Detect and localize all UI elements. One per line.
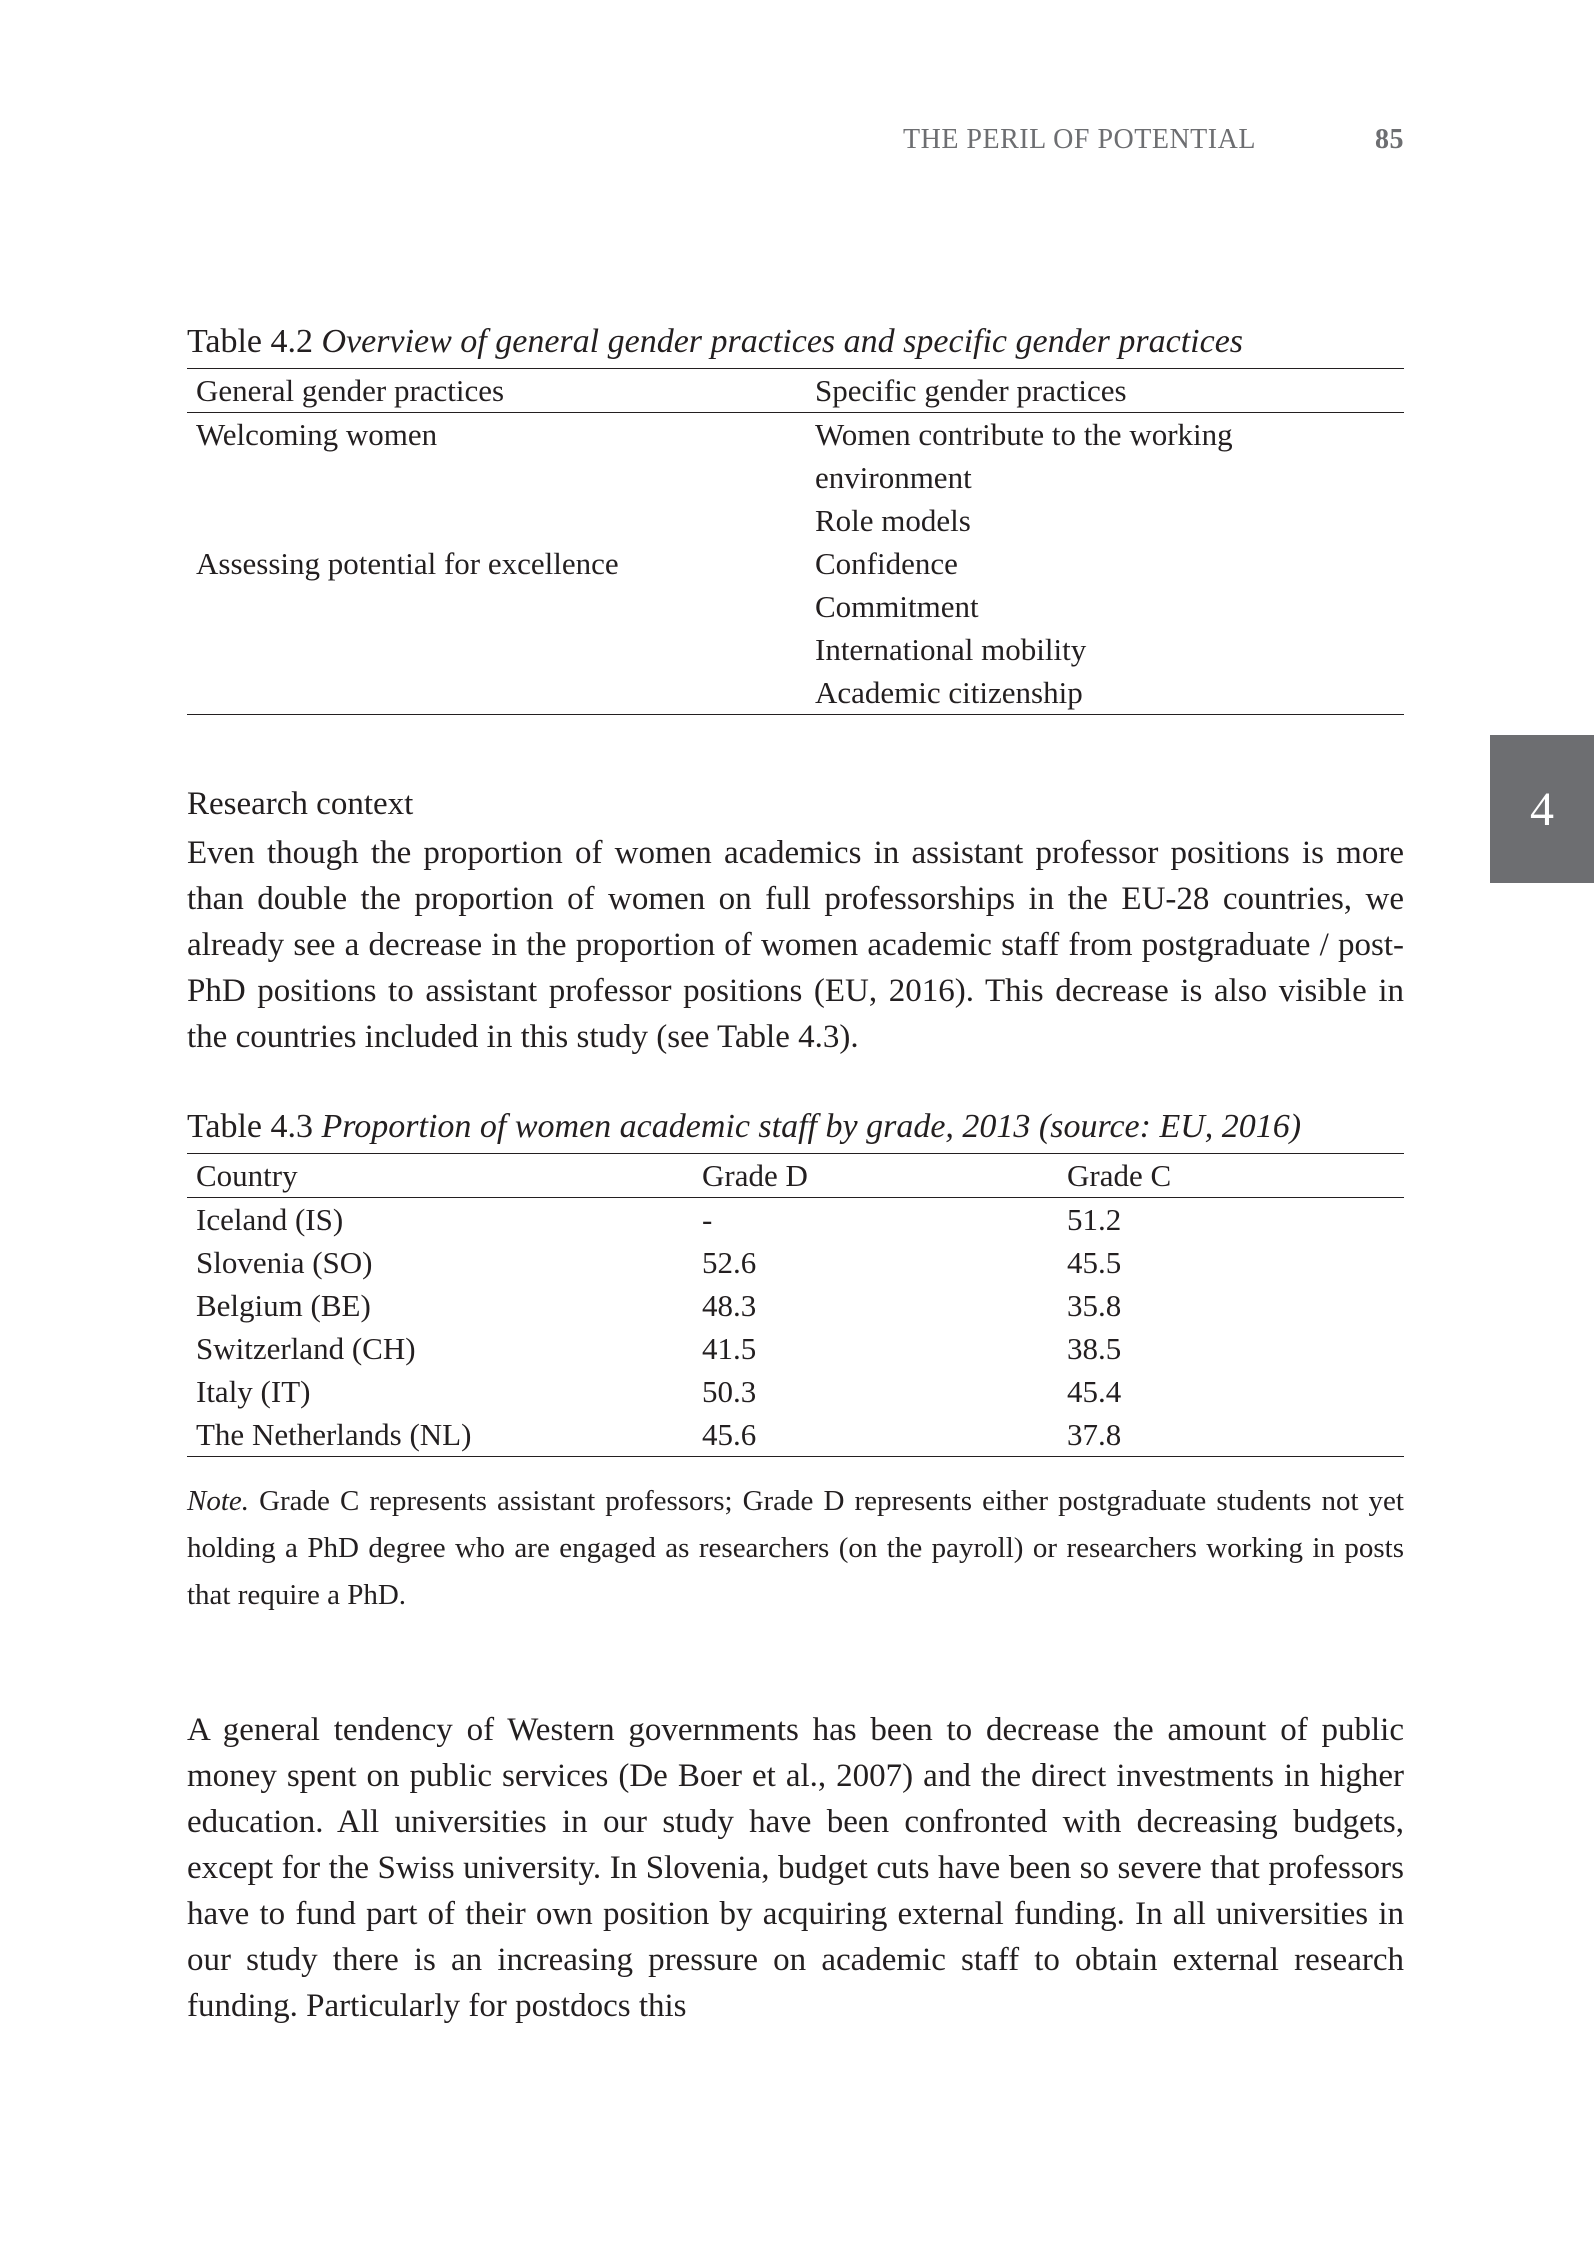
table-cell: International mobility [815,632,1087,667]
table-cell: Slovenia (SO) [196,1245,373,1280]
body-paragraph: Even though the proportion of women academics in assistant professor positions is more than double the proportion of women on full professorships in the EU-28 countries, we already see a decrease in the proportion of women academic staff from postgraduate / post-PhD positions to assistant professor positions (EU, 2016). This decrease is also visible in the countries included in this study (see Table 4.3). [187,835,1404,1055]
table-row [187,1327,1404,1370]
table-row [187,456,1404,499]
table-cell: 50.3 [702,1374,757,1409]
table-cell: - [702,1202,713,1237]
table-cell [187,585,806,628]
table-header-row [187,369,1404,413]
table-row [187,1284,1404,1327]
table-title: Overview of general gender practices and specific gender practices [321,323,1244,360]
table-caption [187,1107,1404,1147]
table-row [187,542,1404,585]
table-cell [187,671,806,715]
column-header: General gender practices [196,373,505,408]
table-cell: 45.4 [1067,1374,1122,1409]
table-cell: Iceland (IS) [196,1202,344,1237]
table-cell: Belgium (BE) [196,1288,371,1323]
table-cell: The Netherlands (NL) [196,1417,472,1452]
table-cell: 41.5 [702,1331,757,1366]
running-title: THE PERIL OF POTENTIAL [903,124,1256,155]
table-cell: Assessing potential for excellence [196,546,619,581]
table-label: Table 4.2 [187,323,314,360]
table-cell: 45.5 [1067,1245,1122,1280]
running-header [903,124,1404,156]
women-staff-table [187,1153,1404,1457]
table-caption [187,322,1404,362]
column-header: Grade D [702,1158,808,1193]
column-header: Country [196,1158,298,1193]
table-cell: environment [815,460,972,495]
table-cell: 51.2 [1067,1202,1122,1237]
table-cell: Women contribute to the working [815,417,1233,452]
table-row [187,671,1404,715]
table-row [187,585,1404,628]
chapter-thumb-tab: 4 [1490,735,1594,883]
table-row [187,499,1404,542]
body-section [187,1707,1404,2029]
table-4-3-block [187,1107,1404,1457]
table-cell [187,499,806,542]
table-row [187,413,1404,457]
table-header-row [187,1154,1404,1198]
table-cell: 52.6 [702,1245,757,1280]
body-paragraph: A general tendency of Western governments has been to decrease the amount of public money spent on public services (De Boer et al., 2007) and the direct investments in higher education. All universities in our study have been confronted with decreasing budgets, except for the Swiss university. In Slovenia, budget cuts have been so severe that professors have to fund part of their own position by acquiring external funding. In all universities in our study there is an increasing pressure on academic staff to obtain external research funding. Particularly for postdocs this [187,1712,1404,2024]
table-cell: 38.5 [1067,1331,1122,1366]
table-row [187,628,1404,671]
table-cell: 45.6 [702,1417,757,1452]
page-number: 85 [1375,124,1404,155]
table-note [187,1478,1404,1619]
table-4-2-block [187,322,1404,715]
table-cell: Confidence [815,546,958,581]
table-cell: 35.8 [1067,1288,1122,1323]
table-cell: 37.8 [1067,1417,1122,1452]
table-row [187,1198,1404,1242]
table-cell [187,628,806,671]
column-header: Grade C [1067,1158,1172,1193]
table-cell: Role models [815,503,971,538]
table-cell: Welcoming women [196,417,438,452]
column-header: Specific gender practices [815,373,1127,408]
table-cell: Italy (IT) [196,1374,311,1409]
table-row [187,1413,1404,1457]
note-text: Grade C represents assistant professors; Grade D represents either postgraduate students not yet holding a PhD degree who are engaged as researchers (on the payroll) or researchers working in posts that require a PhD. [187,1485,1404,1611]
table-title: Proportion of women academic staff by grade, 2013 (source: EU, 2016) [321,1108,1302,1145]
table-cell: Commitment [815,589,979,624]
research-context-section [187,784,1404,1060]
table-row [187,1370,1404,1413]
section-heading: Research context [187,786,414,822]
table-label: Table 4.3 [187,1108,314,1145]
table-cell: Academic citizenship [815,675,1083,710]
table-cell: 48.3 [702,1288,757,1323]
table-cell [187,456,806,499]
table-row [187,1241,1404,1284]
gender-practices-table [187,368,1404,715]
table-cell: Switzerland (CH) [196,1331,416,1366]
note-label: Note. [187,1485,250,1517]
